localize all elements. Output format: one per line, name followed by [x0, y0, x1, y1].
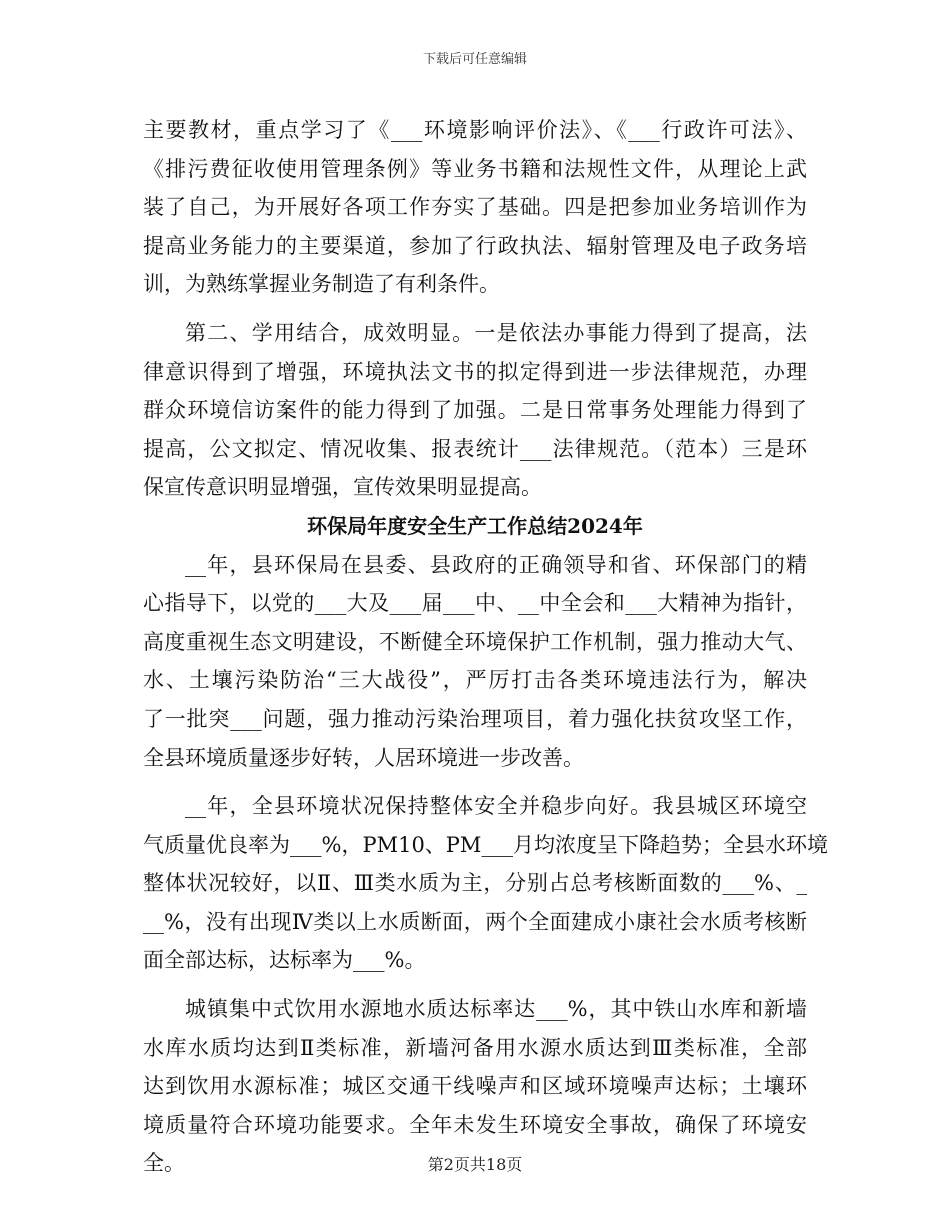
text-line: __年，县环保局在县委、县政府的正确领导和省、环保部门的精 — [185, 552, 807, 577]
text-line: 律意识得到了增强，环境执法文书的拟定得到进一步法律规范，办理 — [143, 359, 807, 384]
text-line: 主要教材，重点学习了《___环境影响评价法》、《___行政许可法》、 — [143, 118, 807, 142]
text-line: 装了自己，为开展好各项工作夯实了基础。四是把参加业务培训作为 — [143, 195, 807, 220]
text-line: __%，没有出现Ⅳ类以上水质断面，两个全面建成小康社会水质考核断 — [143, 909, 807, 934]
text-line: 了一批突___问题，强力推动污染治理项目，着力强化扶贫攻坚工作， — [143, 706, 807, 731]
text-line: 水、土壤污染防治“三大战役”，严厉打击各类环境违法行为，解决 — [143, 668, 807, 693]
text-line: 《排污费征收使用管理条例》等业务书籍和法规性文件，从理论上武 — [143, 156, 807, 181]
text-line: 全县环境质量逐步好转，人居环境进一步改善。 — [143, 745, 584, 770]
text-line: 保宣传意识明显增强，宣传效果明显提高。 — [143, 475, 542, 500]
text-line: 高度重视生态文明建设，不断健全环境保护工作机制，强力推动大气、 — [143, 629, 807, 654]
text-line: 达到饮用水源标准；城区交通干线噪声和区域环境噪声达标；土壤环 — [143, 1074, 807, 1099]
text-line: 心指导下，以党的___大及___届___中、__中全会和___大精神为指针， — [143, 591, 807, 616]
text-line: 全。 — [143, 1151, 185, 1176]
page-header: 下载后可任意编辑 — [422, 52, 527, 67]
text-line: 气质量优良率为___%，PM10、PM___月均浓度呈下降趋势；全县水环境 — [143, 832, 828, 857]
text-line: 境质量符合环境功能要求。全年未发生环境安全事故，确保了环境安 — [143, 1112, 807, 1137]
text-line: 群众环境信访案件的能力得到了加强。二是日常事务处理能力得到了 — [143, 398, 807, 423]
paragraph — [143, 314, 807, 507]
text-line: 整体状况较好，以Ⅱ、Ⅲ类水质为主，分别占总考核断面数的___%、_ — [143, 871, 807, 896]
text-line: 城镇集中式饮用水源地水质达标率达___%，其中铁山水库和新墙 — [185, 997, 807, 1022]
text-line: 提高业务能力的主要渠道，参加了行政执法、辐射管理及电子政务培 — [143, 233, 807, 258]
document-body — [143, 111, 828, 1183]
text-line: 提高，公文拟定、情况收集、报表统计___法律规范。（范本）三是环 — [143, 436, 807, 461]
text-line: __年，全县环境状况保持整体安全并稳步向好。我县城区环境空 — [185, 794, 807, 819]
text-line: 第二、学用结合，成效明显。一是依法办事能力得到了提高，法 — [185, 320, 807, 345]
page-number: 第2页共18页 — [427, 1155, 523, 1174]
text-line: 训，为熟练掌握业务制造了有利条件。 — [143, 272, 500, 297]
text-line: 水库水质均达到Ⅱ类标准，新墙河备用水源水质达到Ⅲ类标准，全部 — [143, 1035, 807, 1060]
paragraph — [143, 787, 828, 980]
text-line: 面全部达标，达标率为___%。 — [143, 948, 426, 973]
paragraph — [143, 546, 807, 778]
paragraph — [143, 111, 807, 304]
section-title: 环保局年度安全生产工作总结2024年 — [307, 513, 643, 538]
